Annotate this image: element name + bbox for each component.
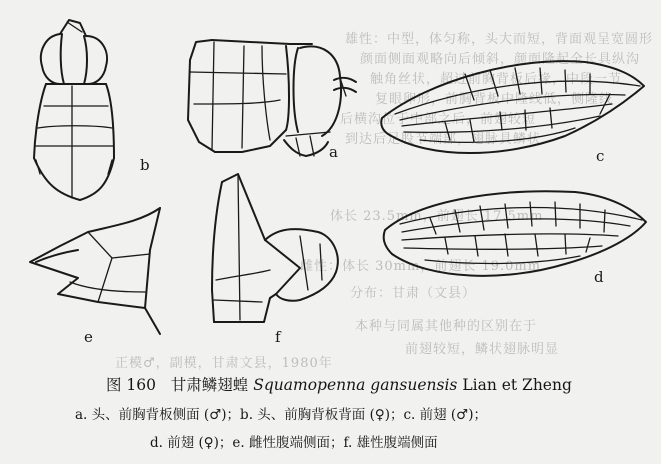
- panel-label-f: f: [275, 328, 281, 346]
- bleed-through-line: 后横沟位于中部之后，前翅较短: [340, 112, 537, 127]
- bleed-through-line: 雌性：体长 30mm，前翅长 19.0mm: [300, 259, 542, 274]
- panel-d-drawing: [384, 191, 646, 276]
- bleed-through-line: 到达后足股节端部，翅脉具鳞状: [345, 132, 542, 147]
- species-chinese-name: 甘肃鳞翅蝗: [170, 376, 249, 394]
- figure-caption-title: [106, 373, 572, 395]
- panel-label-b: b: [140, 156, 150, 174]
- bleed-through-line: 前翅较短，鳞状翅脉明显: [405, 342, 560, 357]
- species-scientific-name: Squamopenna gansuensis: [253, 376, 458, 394]
- bleed-through-line: 颜面侧面观略向后倾斜，颜面隆起全长具纵沟: [360, 52, 641, 67]
- figure-caption-line-1: a. 头、前胸背板侧面 (♂)；b. 头、前胸背板背面 (♀)；c. 前翅 (♂)；: [75, 407, 488, 423]
- bleed-through-line: 雄性：中型，体匀称，头大而短，背面观呈宽圆形: [345, 32, 654, 47]
- bleed-through-line: 正模♂，副模，甘肃文县，1980年: [115, 356, 333, 371]
- bleed-through-line: 分布：甘肃（文县）: [350, 286, 477, 301]
- bleed-through-line: 复眼卵形，前胸背板中隆线低，侧隆线: [375, 92, 614, 107]
- panel-b-drawing: [34, 20, 114, 200]
- figure-number: 图 160: [106, 376, 157, 394]
- panel-label-d: d: [594, 268, 604, 286]
- panel-label-c: c: [596, 147, 605, 165]
- species-authors: Lian et Zheng: [462, 376, 572, 394]
- bleed-through-line: 本种与同属其他种的区别在于: [355, 319, 538, 334]
- panel-label-e: e: [84, 328, 93, 346]
- panel-e-drawing: [30, 208, 160, 334]
- panel-f-drawing: [212, 174, 338, 322]
- bleed-through-line: 触角丝状，超过前胸背板后缘，中段一节: [370, 72, 623, 87]
- panel-label-a: a: [329, 143, 338, 161]
- panel-c-drawing: [381, 61, 644, 153]
- panel-a-drawing: [188, 40, 356, 156]
- figure-caption-line-2: d. 前翅 (♀)；e. 雌性腹端侧面；f. 雄性腹端侧面: [150, 435, 438, 451]
- bleed-through-line: 体长 23.5mm，前翅长 17.5mm: [330, 209, 544, 224]
